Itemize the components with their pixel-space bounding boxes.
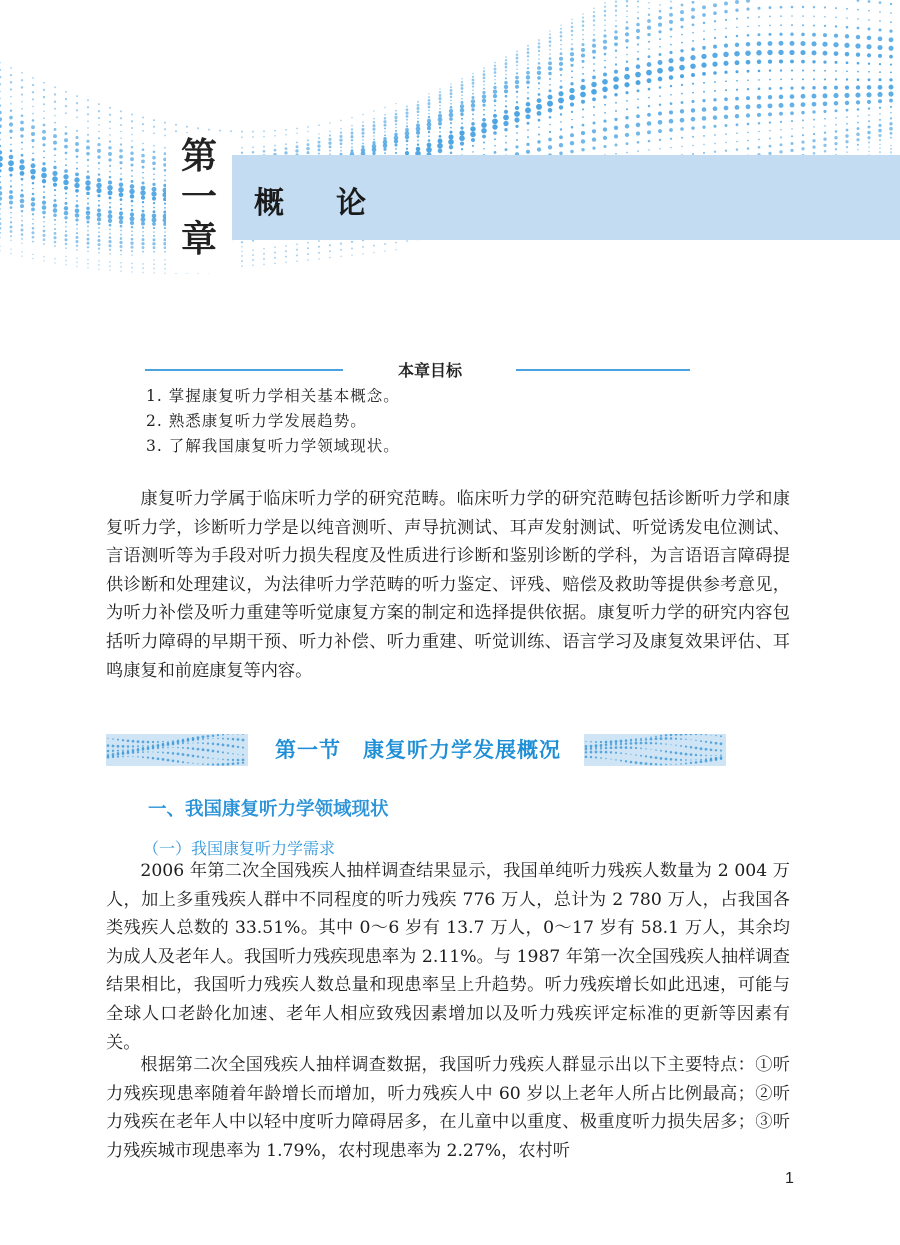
chapter-label-char: 第	[180, 136, 217, 177]
intro-paragraph: 康复听力学属于临床听力学的研究范畴。临床听力学的研究范畴包括诊断听力学和康复听力学，诊断听力学是以纯音测听、声导抗测试、耳声发射测试、听觉诱发电位测试、言语测听等为手段对听力损失程度及性质进行诊断和鉴别诊断的学科，为言语语言障碍提供诊断和处理建议，为法律听力学范畴的听力鉴定、评残、赔偿及救助等提供参考意见，为听力补偿及听力重建等听觉康复方案的制定和选择提供依据。康复听力学的研究内容包括听力障碍的早期干预、听力补偿、听力重建、听觉训练、语言学习及康复效果评估、耳鸣康复和前庭康复等内容。	[106, 489, 790, 681]
chapter-label-char: 一	[180, 177, 217, 218]
subsection-heading: 一、我国康复听力学领域现状	[148, 799, 389, 820]
section-title: 第一节 康复听力学发展概况	[275, 738, 561, 762]
body-paragraph: 根据第二次全国残疾人抽样调查数据，我国听力残疾人群显示出以下主要特点：①听力残疾现患率随着年龄增长而增加，听力残疾人中 60 岁以上老年人所占比例最高；②听力残疾在老年人中以轻中度听力障碍居多，在儿童中以重度、极重度听力损失居多；③听力残疾城市现患率为 1.79%，农村现患率为 2.27%，农村听	[106, 1055, 790, 1161]
subsubsection-heading: （一）我国康复听力学需求	[143, 839, 336, 858]
objective-item: 1. 掌握康复听力学相关基本概念。	[146, 387, 400, 405]
page-number: 1	[785, 1170, 794, 1187]
objectives-rule-left	[145, 369, 343, 371]
objectives-rule-right	[516, 369, 690, 371]
chapter-label-char: 章	[180, 219, 217, 260]
objectives-heading: 本章目标	[397, 361, 462, 380]
objective-item: 2. 熟悉康复听力学发展趋势。	[146, 412, 367, 430]
objective-item: 3. 了解我国康复听力学领域现状。	[146, 437, 400, 455]
objectives-list	[146, 384, 400, 459]
body-paragraph: 2006 年第二次全国残疾人抽样调查结果显示，我国单纯听力残疾人数量为 2 004 万人，加上多重残疾人群中不同程度的听力残疾 776 万人，总计为 2 780 万人，占我国各类残疾人总数的 33.51%。其中 0～6 岁有 13.7 万人，0～17 岁有 58.1 万人，其余均为成人及老年人。我国听力残疾现患率为 2.11%。与 1987 年第一次全国残疾人抽样调查结果相比，我国听力残疾人数总量和现患率呈上升趋势。听力残疾增长如此迅速，可能与全球人口老龄化加速、老年人相应致残因素增加以及听力残疾评定标准的更新等因素有关。	[106, 861, 790, 1053]
chapter-title: 概论	[254, 186, 418, 221]
section-banner-decoration-left	[106, 734, 248, 766]
section-banner-decoration-right	[584, 734, 726, 766]
